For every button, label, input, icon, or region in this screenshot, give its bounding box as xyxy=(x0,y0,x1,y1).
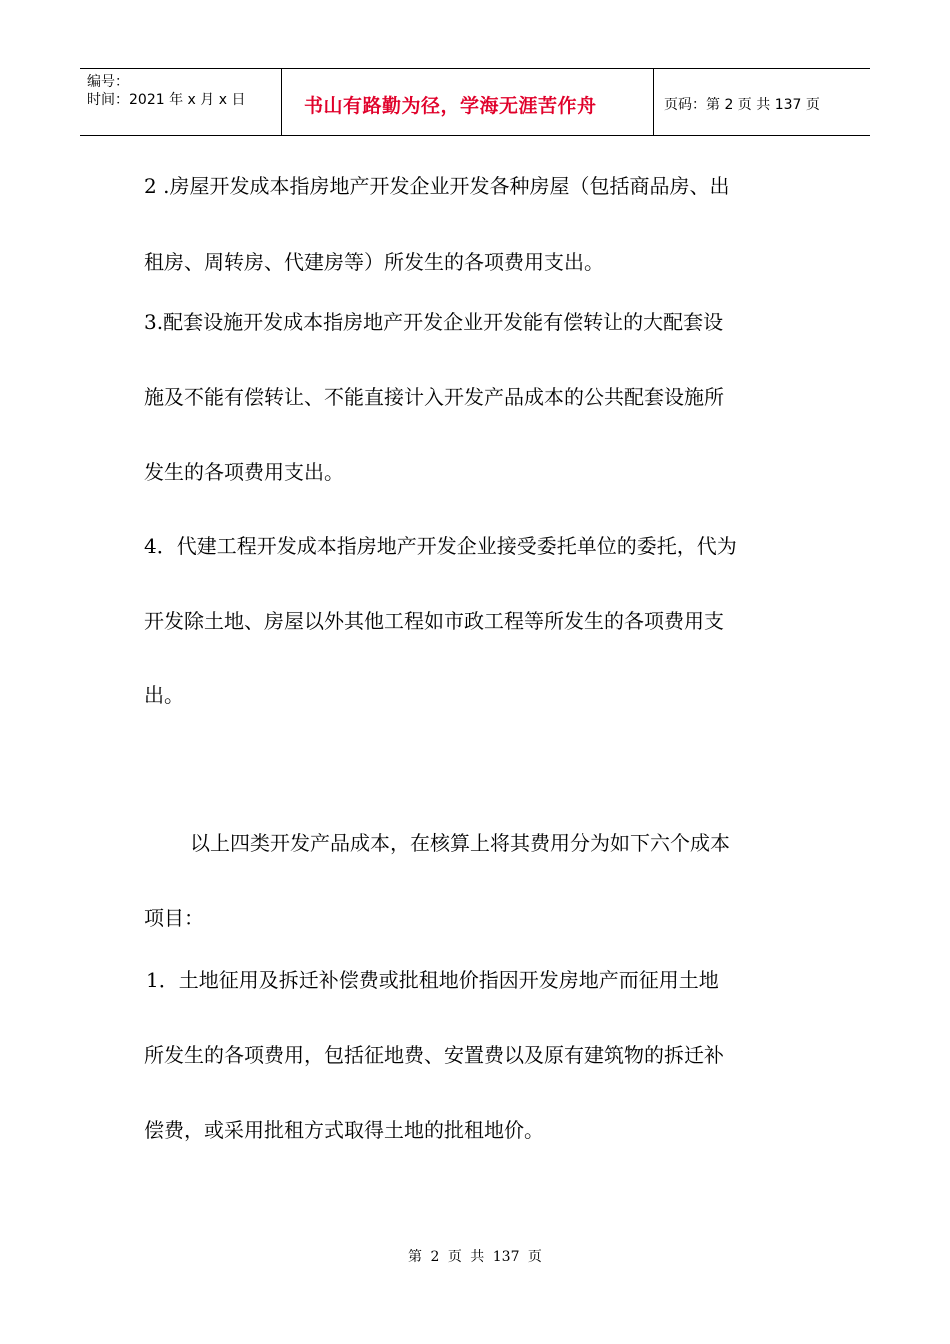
page-footer: 第 2 页 共 137 页 xyxy=(408,1249,542,1265)
body-line: 2 .房屋开发成本指房地产开发企业开发各种房屋（包括商品房、出 xyxy=(144,174,730,198)
document-header xyxy=(80,68,870,136)
body-line: 所发生的各项费用，包括征地费、安置费以及原有建筑物的拆迁补 xyxy=(144,1043,724,1067)
body-line: 发生的各项费用支出。 xyxy=(144,460,344,484)
body-line: 1．土地征用及拆迁补偿费或批租地价指因开发房地产而征用土地 xyxy=(146,968,719,992)
body-line: 项目： xyxy=(144,906,204,930)
header-page-cell xyxy=(654,69,870,135)
header-motto-cell xyxy=(282,69,654,135)
body-line: 3.配套设施开发成本指房地产开发企业开发能有偿转让的大配套设 xyxy=(144,310,724,334)
body-line: 4．代建工程开发成本指房地产开发企业接受委托单位的委托，代为 xyxy=(144,534,737,558)
date-label: 时间：2021 年 x 月 x 日 xyxy=(87,92,246,108)
body-line: 开发除土地、房屋以外其他工程如市政工程等所发生的各项费用支 xyxy=(144,609,724,633)
serial-number-label: 编号： xyxy=(87,74,129,90)
body-line: 出。 xyxy=(144,683,184,707)
body-line: 以上四类开发产品成本，在核算上将其费用分为如下六个成本 xyxy=(190,831,730,855)
motto-text: 书山有路勤为径，学海无涯苦作舟 xyxy=(304,94,597,117)
body-line: 偿费，或采用批租方式取得土地的批租地价。 xyxy=(144,1118,544,1142)
header-meta-cell xyxy=(80,69,282,135)
body-line: 施及不能有偿转让、不能直接计入开发产品成本的公共配套设施所 xyxy=(144,385,724,409)
body-line: 租房、周转房、代建房等）所发生的各项费用支出。 xyxy=(144,250,604,274)
page-info-text: 页码：第 2 页 共 137 页 xyxy=(664,97,820,113)
